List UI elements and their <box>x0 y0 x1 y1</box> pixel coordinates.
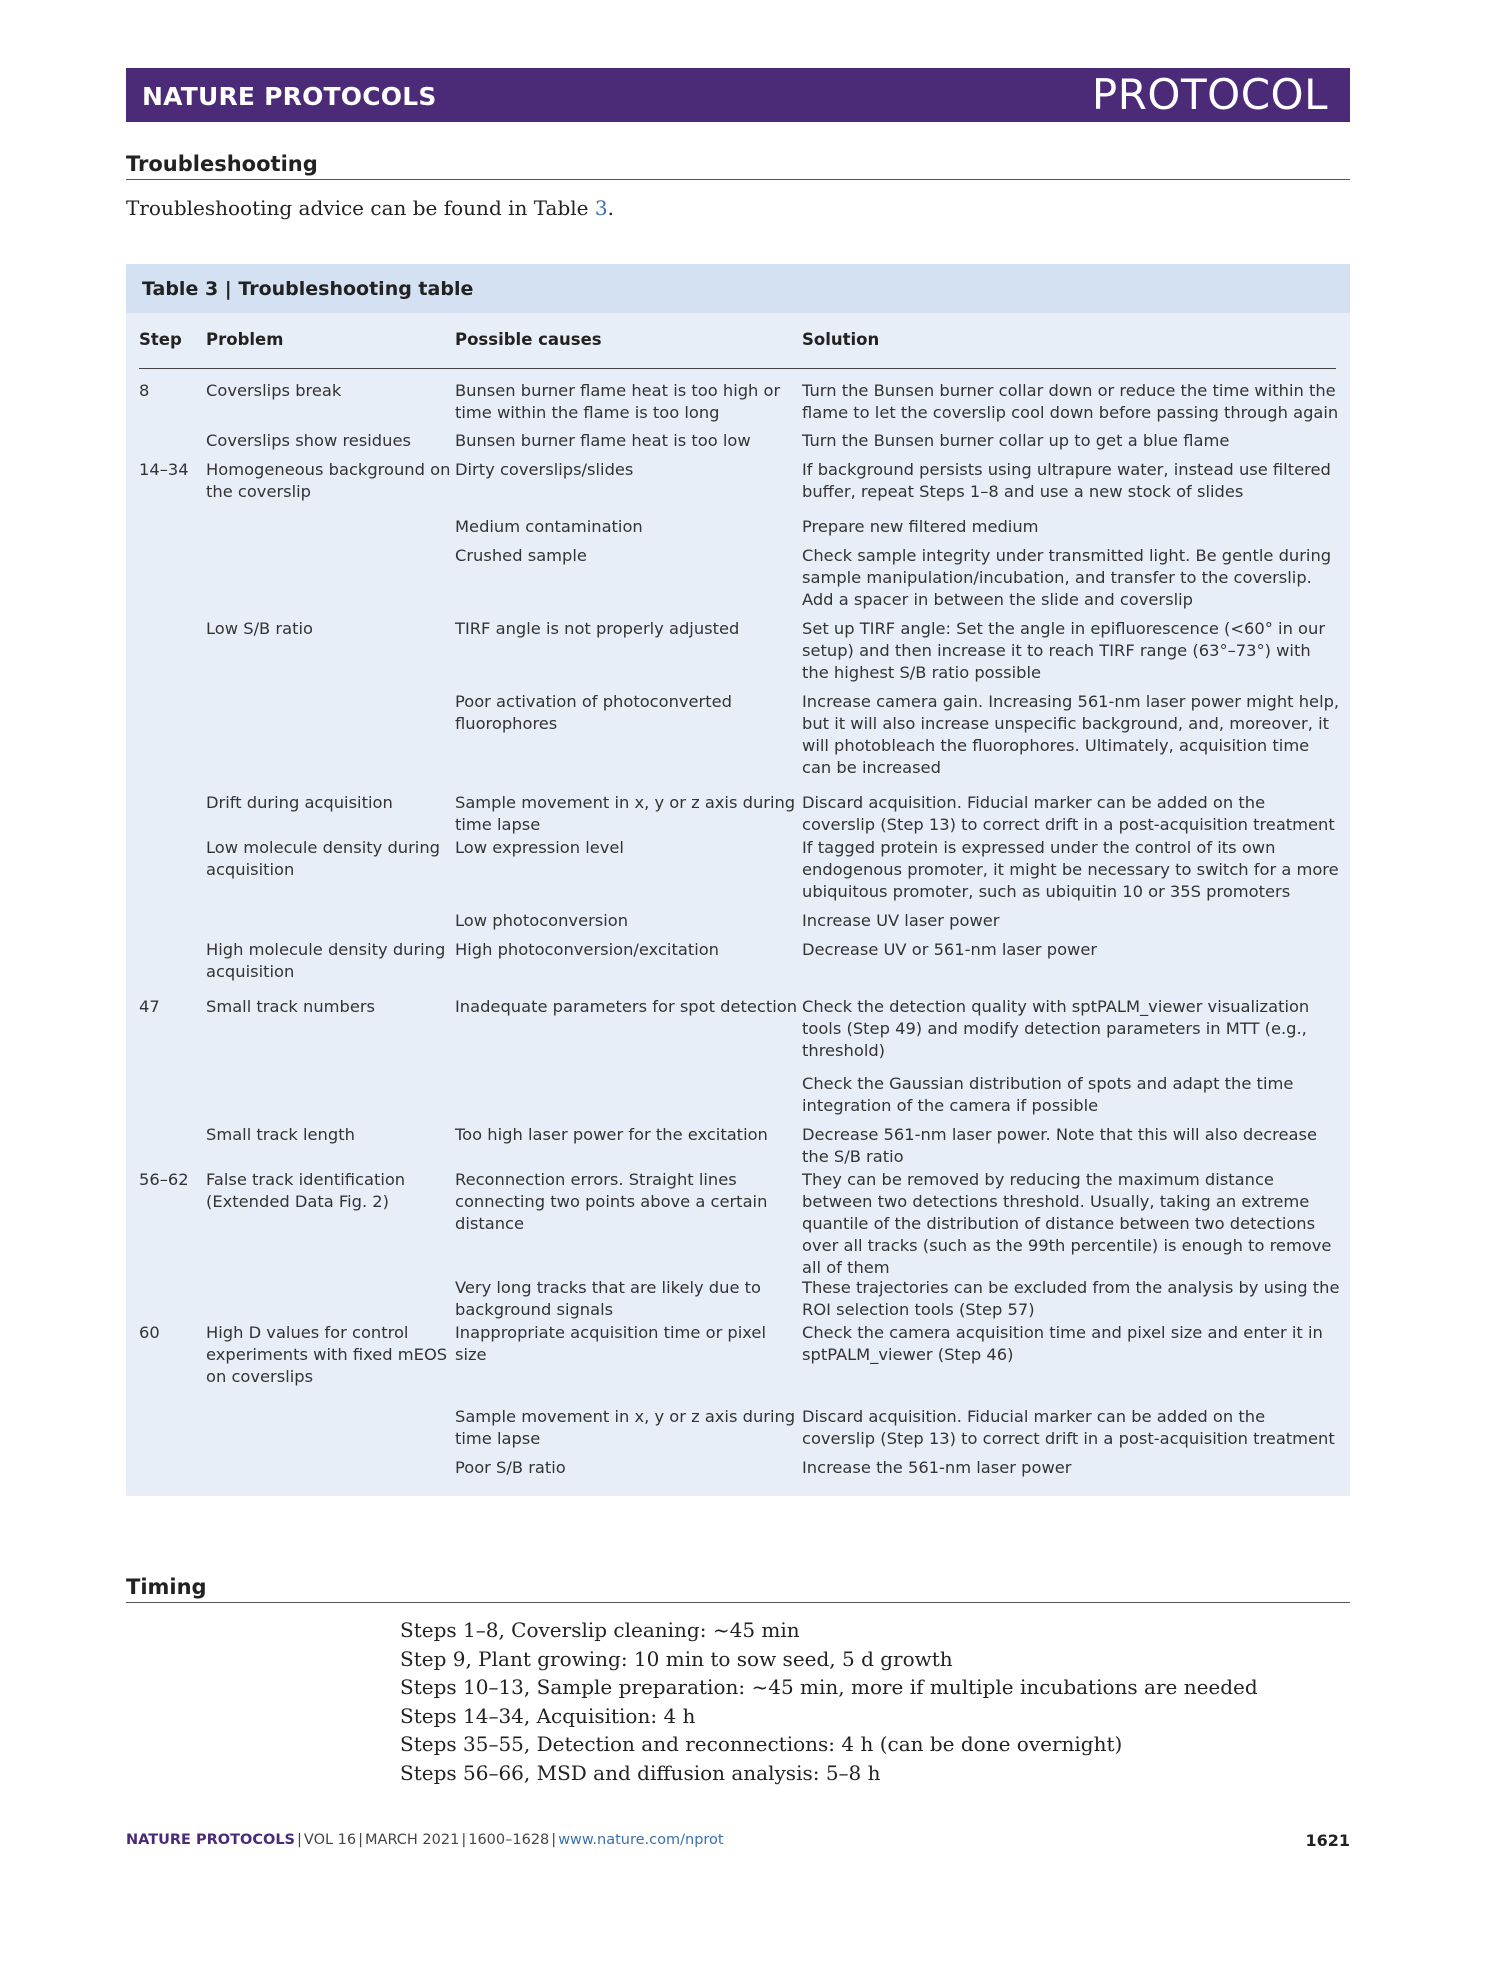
timing-list <box>400 1616 1258 1787</box>
cell-solution: If tagged protein is expressed under the control of its own endogenous promoter, it might be necessary to switch for a more ubiquitous promoter, such as ubiquitin 10 or 35S promoters <box>802 838 1339 901</box>
page-number: 1621 <box>1305 1831 1350 1850</box>
cell-problem: High D values for control experiments with fixed mEOS on coverslips <box>206 1323 448 1386</box>
cell-solution: Increase camera gain. Increasing 561-nm laser power might help, but it will also increase unspecific background, and, moreover, it will photobleach the fluorophores. Ultimately, acquisition time can be increased <box>802 692 1340 777</box>
col-header-causes: Possible causes <box>455 330 602 349</box>
cell-problem: Coverslips break <box>206 381 342 400</box>
header-rule <box>139 368 1336 369</box>
cell-solution: Increase UV laser power <box>802 911 1000 930</box>
timing-heading: Timing <box>126 1575 1350 1603</box>
cell-solution: Check sample integrity under transmitted light. Be gentle during sample manipulation/incubation, and transfer to the coverslip. Add a spacer in between the slide and coverslip <box>802 546 1332 609</box>
cell-cause: Crushed sample <box>455 546 587 565</box>
table-ref-link[interactable]: 3 <box>594 196 608 220</box>
col-header-step: Step <box>139 330 182 349</box>
cell-problem: Low S/B ratio <box>206 619 313 638</box>
cell-step: 47 <box>139 997 160 1016</box>
cell-cause: Inadequate parameters for spot detection <box>455 997 798 1016</box>
cell-solution: Decrease UV or 561-nm laser power <box>802 940 1098 959</box>
cell-solution: Turn the Bunsen burner collar up to get a blue flame <box>802 431 1230 450</box>
cell-solution: Turn the Bunsen burner collar down or reduce the time within the flame to let the coverslip cool down before passing through again <box>802 381 1339 422</box>
cell-cause: Poor activation of photoconverted fluorophores <box>455 692 732 733</box>
intro-text: Troubleshooting advice can be found in Table <box>126 196 595 220</box>
table-title: Table 3 | Troubleshooting table <box>142 278 474 300</box>
cell-step: 14–34 <box>139 460 189 479</box>
cell-solution: Decrease 561-nm laser power. Note that this will also decrease the S/B ratio <box>802 1125 1318 1166</box>
col-header-problem: Problem <box>206 330 284 349</box>
cell-problem: Small track length <box>206 1125 355 1144</box>
cell-cause: Medium contamination <box>455 517 643 536</box>
troubleshooting-heading: Troubleshooting <box>126 152 1350 180</box>
cell-cause: Too high laser power for the excitation <box>455 1125 768 1144</box>
cell-cause: Sample movement in x, y or z axis during time lapse <box>455 793 796 834</box>
footer-journal: NATURE PROTOCOLS <box>126 1832 296 1848</box>
intro-end: . <box>607 196 614 220</box>
cell-cause: TIRF angle is not properly adjusted <box>455 619 740 638</box>
col-header-solution: Solution <box>802 330 880 349</box>
timing-item: Steps 56–66, MSD and diffusion analysis: 5–8 h <box>400 1760 881 1785</box>
cell-solution: Discard acquisition. Fiducial marker can be added on the coverslip (Step 13) to correct drift in a post-acquisition treatment <box>802 1407 1335 1448</box>
journal-banner <box>126 68 1350 122</box>
cell-step: 60 <box>139 1323 160 1342</box>
troubleshooting-intro <box>126 196 614 220</box>
cell-problem: High molecule density during acquisition <box>206 940 446 981</box>
cell-problem: Homogeneous background on the coverslip <box>206 460 451 501</box>
cell-problem: False track identification (Extended Data Fig. 2) <box>206 1170 406 1211</box>
timing-item: Steps 14–34, Acquisition: 4 h <box>400 1703 696 1728</box>
table-title-bar <box>126 264 1350 313</box>
footer-volume: VOL 16 <box>303 1832 357 1848</box>
timing-item: Steps 10–13, Sample preparation: ~45 min, more if multiple incubations are needed <box>400 1675 1258 1699</box>
cell-cause: Dirty coverslips/slides <box>455 460 634 479</box>
cell-solution: These trajectories can be excluded from the analysis by using the ROI selection tools (Step 57) <box>802 1278 1340 1319</box>
cell-solution: Set up TIRF angle: Set the angle in epifluorescence (<60° in our setup) and then increase it to reach TIRF range (63°–73°) with the highest S/B ratio possible <box>802 619 1326 682</box>
cell-cause: Bunsen burner flame heat is too low <box>455 431 751 450</box>
cell-cause: Low expression level <box>455 838 624 857</box>
cell-solution: Check the Gaussian distribution of spots and adapt the time integration of the camera if possible <box>802 1074 1294 1115</box>
cell-solution: Increase the 561-nm laser power <box>802 1458 1072 1477</box>
footer-pages: 1600–1628 <box>468 1832 550 1848</box>
cell-cause: Low photoconversion <box>455 911 629 930</box>
cell-cause: Poor S/B ratio <box>455 1458 566 1477</box>
cell-solution: They can be removed by reducing the maximum distance between two detections threshold. Usually, taking an extreme quantile of the distribution of distance between two detections over all tracks (such as the 99th percentile) is enough to remove all of them <box>802 1170 1332 1277</box>
journal-name: NATURE PROTOCOLS <box>142 82 437 111</box>
cell-solution: If background persists using ultrapure water, instead use filtered buffer, repeat Steps 1–8 and use a new stock of slides <box>802 460 1331 501</box>
cell-problem: Small track numbers <box>206 997 376 1016</box>
cell-problem: Coverslips show residues <box>206 431 411 450</box>
cell-step: 8 <box>139 381 150 400</box>
cell-cause: Sample movement in x, y or z axis during time lapse <box>455 1407 796 1448</box>
cell-problem: Drift during acquisition <box>206 793 393 812</box>
timing-item: Step 9, Plant growing: 10 min to sow seed, 5 d growth <box>400 1646 953 1671</box>
footer-url-link[interactable]: www.nature.com/nprot <box>558 1832 724 1848</box>
cell-cause: Reconnection errors. Straight lines connecting two points above a certain distance <box>455 1170 768 1233</box>
cell-problem: Low molecule density during acquisition <box>206 838 440 879</box>
troubleshooting-table <box>126 264 1350 1496</box>
cell-cause: Bunsen burner flame heat is too high or time within the flame is too long <box>455 381 781 422</box>
footer-date: MARCH 2021 <box>365 1832 460 1848</box>
cell-step: 56–62 <box>139 1170 189 1189</box>
timing-item: Steps 1–8, Coverslip cleaning: ~45 min <box>400 1618 800 1642</box>
cell-solution: Discard acquisition. Fiducial marker can be added on the coverslip (Step 13) to correct drift in a post-acquisition treatment <box>802 793 1335 834</box>
cell-solution: Check the camera acquisition time and pixel size and enter it in sptPALM_viewer (Step 46) <box>802 1323 1323 1364</box>
timing-item: Steps 35–55, Detection and reconnections: 4 h (can be done overnight) <box>400 1732 1123 1756</box>
cell-cause: Very long tracks that are likely due to background signals <box>455 1278 761 1319</box>
footer-citation: NATURE PROTOCOLS | VOL 16 | MARCH 2021 | 1600–1628 | www.nature.com/nprot <box>126 1832 724 1848</box>
cell-cause: High photoconversion/excitation <box>455 940 720 959</box>
cell-solution: Check the detection quality with sptPALM_viewer visualization tools (Step 49) and modify detection parameters in MTT (e.g., threshold) <box>802 997 1310 1060</box>
article-type: PROTOCOL <box>1091 70 1328 119</box>
cell-solution: Prepare new filtered medium <box>802 517 1039 536</box>
cell-cause: Inappropriate acquisition time or pixel size <box>455 1323 766 1364</box>
